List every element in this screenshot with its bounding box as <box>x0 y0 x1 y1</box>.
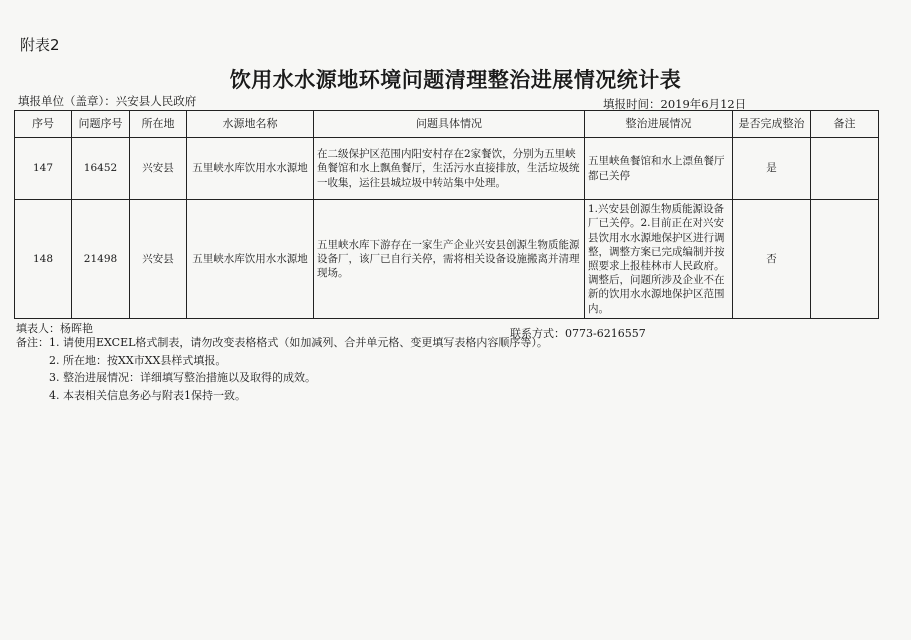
header-problem: 问题具体情况 <box>314 111 585 138</box>
header-location: 所在地 <box>130 111 187 138</box>
cell-source-name: 五里峡水库饮用水水源地 <box>187 200 314 319</box>
header-completed: 是否完成整治 <box>733 111 811 138</box>
cell-source-name: 五里峡水库饮用水水源地 <box>187 138 314 200</box>
table-header-row <box>15 111 879 138</box>
cell-problem: 在二级保护区范围内阳安村存在2家餐饮，分别为五里峡鱼餐馆和水上飘鱼餐厅，生活污水直接排放，生活垃圾统一收集，运往县城垃圾中转站集中处理。 <box>314 138 585 200</box>
page-title: 饮用水水源地环境问题清理整治进展情况统计表 <box>229 68 682 92</box>
header-progress: 整治进展情况 <box>585 111 733 138</box>
cell-problem: 五里峡水库下游存在一家生产企业兴安县创源生物质能源设备厂，该厂已自行关停，需将相关设备设施搬离并清理现场。 <box>314 200 585 319</box>
header-remark: 备注 <box>811 111 879 138</box>
cell-completed: 是 <box>733 138 811 200</box>
table-row <box>15 138 879 200</box>
cell-problem-no: 16452 <box>72 138 130 200</box>
cell-location: 兴安县 <box>130 200 187 319</box>
header-source-name: 水源地名称 <box>187 111 314 138</box>
cell-problem-no: 21498 <box>72 200 130 319</box>
cell-seq: 147 <box>15 138 72 200</box>
header-seq: 序号 <box>15 111 72 138</box>
cell-location: 兴安县 <box>130 138 187 200</box>
reporting-date: 填报时间：2019年6月12日 <box>603 97 747 111</box>
cell-progress: 五里峡鱼餐馆和水上漂鱼餐厅都已关停 <box>585 138 733 200</box>
note-item: 4. 本表相关信息务必与附表1保持一致。 <box>49 388 246 402</box>
table-row <box>15 200 879 319</box>
header-problem-no: 问题序号 <box>72 111 130 138</box>
cell-completed: 否 <box>733 200 811 319</box>
cell-seq: 148 <box>15 200 72 319</box>
cell-progress: 1.兴安县创源生物质能源设备厂已关停。2.目前正在对兴安县饮用水水源地保护区进行调整，调整方案已完成编制并按照要求上报桂林市人民政府。调整后，问题所涉及企业不在新的饮用水水源地保护区范围内。 <box>585 200 733 319</box>
cell-remark <box>811 200 879 319</box>
note-item: 备注：1. 请使用EXCEL格式制表，请勿改变表格格式（如加减列、合并单元格、变更填写表格内容顺序等）。 <box>16 336 548 349</box>
contact-info: 联系方式：0773-6216557 <box>510 327 646 340</box>
filler-name: 填表人：杨晖艳 <box>16 322 93 335</box>
progress-table <box>14 110 879 319</box>
notes-block <box>16 334 548 404</box>
reporting-unit: 填报单位（盖章）：兴安县人民政府 <box>18 94 197 108</box>
note-item: 3. 整治进展情况：详细填写整治措施以及取得的成效。 <box>49 371 316 384</box>
note-item: 2. 所在地：按XX市XX县样式填报。 <box>49 353 227 367</box>
cell-remark <box>811 138 879 200</box>
attachment-label: 附表2 <box>20 36 60 54</box>
